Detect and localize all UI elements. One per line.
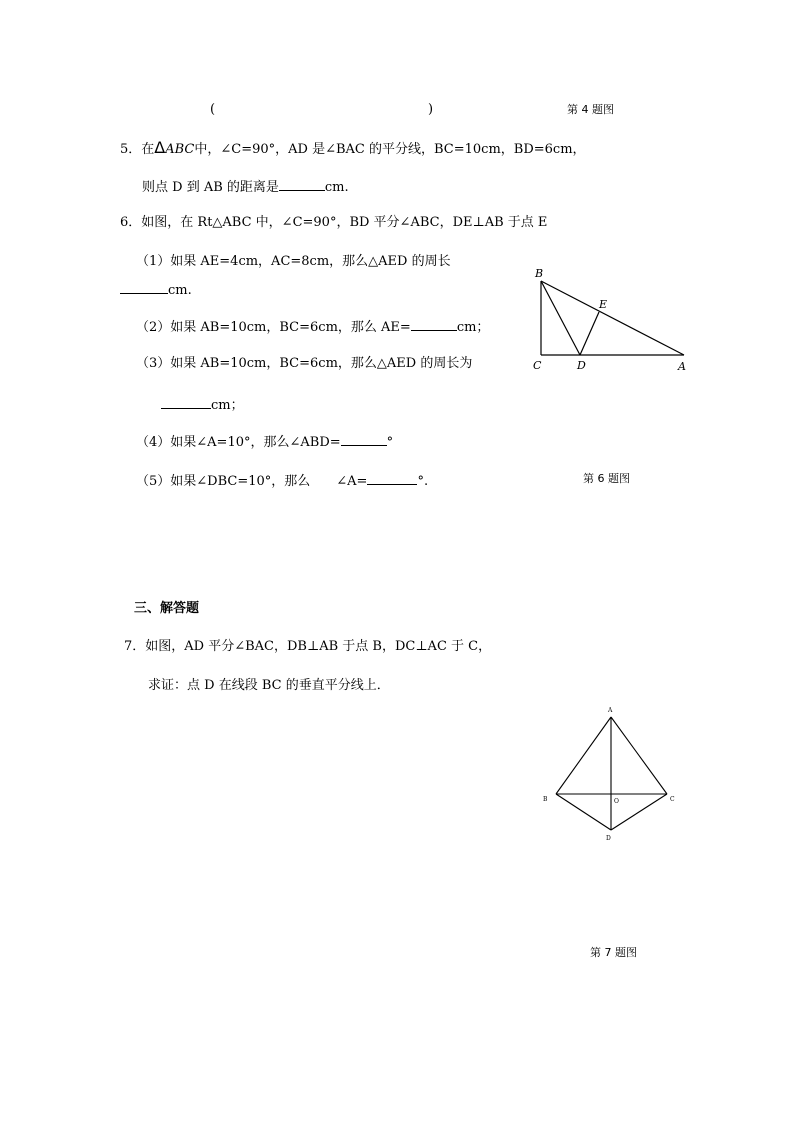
q6-part5-unit: °. [417,474,429,489]
q6-part5-angle: ∠A= [336,474,368,489]
fig7-label-a: A [608,707,613,714]
fig6-label-a: A [678,360,686,373]
q5-prefix: 5．在 [120,142,155,157]
q7-stem: 7．如图，AD 平分∠BAC，DB⊥AB 于点 B，DC⊥AC 于 C， [124,639,492,654]
fig6-label-b: B [535,267,544,280]
figure-4-caption: 第 4 题图 [567,103,614,116]
segment-ac [611,717,667,794]
q6-part3-unit: cm； [211,398,244,413]
fig6-label-d: D [577,359,586,372]
q5-condition-text: 中，∠C=90°，AD 是∠BAC 的平分线，BC=10cm，BD=6cm， [194,142,586,157]
q5-triangle-name: ABC [165,142,195,157]
section-3-title: 三、解答题 [134,601,200,616]
segment-bd [556,794,611,830]
q6-part1-text: （1）如果 AE=4cm，AC=8cm，那么△AED 的周长 [136,254,451,269]
fig7-label-o: O [614,798,619,805]
q5-unit: cm. [324,180,349,195]
q6-stem: 6．如图，在 Rt△ABC 中，∠C=90°，BD 平分∠ABC，DE⊥AB 于点 E [120,215,548,230]
q7-proof-statement: 求证：点 D 在线段 BC 的垂直平分线上． [148,678,390,693]
q6-part4-text: （4）如果∠A=10°，那么∠ABD= [136,435,341,450]
q6-part2-unit: cm； [456,320,490,335]
segment-cd [611,794,667,830]
q6-part5-text: （5）如果∠DBC=10°，那么 [136,474,311,489]
fig6-label-c: C [533,359,542,372]
q6-part1-unit: cm. [168,283,192,298]
paren-open: ( [210,102,216,117]
q5-delta-symbol: Δ [154,138,166,157]
figure-6-caption: 第 6 题图 [583,472,630,485]
fig7-label-b: B [543,796,548,803]
fig7-label-d: D [606,835,611,842]
paren-close: ) [428,102,434,117]
q6-part4-unit: ° [386,435,394,450]
fig7-label-c: C [670,796,675,803]
q5-question-text: 则点 D 到 AB 的距离是 [142,180,279,195]
q6-part3-text: （3）如果 AB=10cm，BC=6cm，那么△AED 的周长为 [136,356,473,371]
fig6-label-e: E [599,298,608,311]
q6-part2-text: （2）如果 AB=10cm，BC=6cm，那么 AE= [136,320,411,335]
figure-7-caption: 第 7 题图 [590,946,637,959]
segment-ab [556,717,611,794]
